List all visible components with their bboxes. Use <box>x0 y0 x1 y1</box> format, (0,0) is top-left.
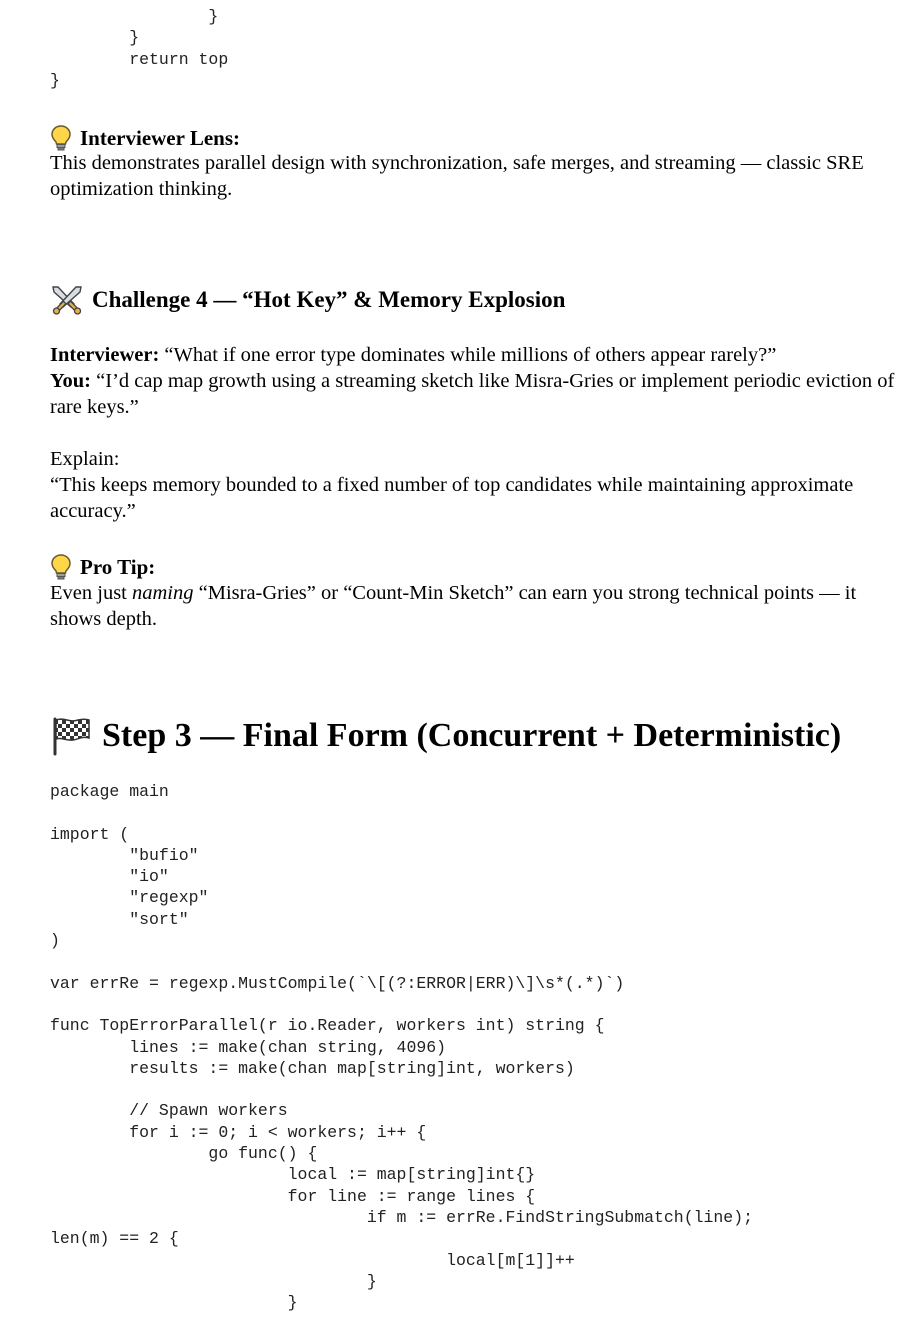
pro-tip-text-end: “Misra-Gries” or “Count-Min Sketch” can earn you strong technical points — it shows depth. <box>50 582 857 630</box>
pro-tip-emphasis: naming <box>132 582 194 604</box>
lightbulb-icon <box>50 553 72 581</box>
you-text: “I’d cap map growth using a streaming sketch like Misra-Gries or implement periodic eviction of rare keys.” <box>50 370 895 418</box>
crossed-swords-icon <box>50 285 84 315</box>
step3-heading <box>50 714 841 758</box>
challenge-title: Challenge 4 — “Hot Key” & Memory Explosion <box>92 287 566 312</box>
interviewer-question <box>50 342 900 368</box>
you-label: You: <box>50 370 92 392</box>
pro-tip-title: Pro Tip: <box>80 555 156 579</box>
code-block-top: } } return top } <box>50 7 229 90</box>
you-answer <box>50 368 900 420</box>
code-block-main: package main import ( "bufio" "io" "regexp" "sort" ) var errRe = regexp.MustCompile(`\[(?:ERROR|ERR)\]\s*(.*)`) func TopErrorParallel(r io.Reader, workers int) string { lines := make(chan string, 4096) results := make(chan map[string]int, workers) // Spawn workers for i := 0; i < workers; i++ { go func() { local := map[string]int{} for line := range lines { if m := errRe.FindStringSubmatch(line); len(m) == 2 { local[m[1]]++ } } <box>50 782 754 1313</box>
interviewer-lens-heading <box>50 123 240 153</box>
pro-tip-heading <box>50 552 155 582</box>
checkered-flag-icon <box>50 716 92 756</box>
explain-label: Explain: <box>50 448 120 470</box>
interviewer-label: Interviewer: <box>50 344 160 366</box>
interviewer-text: “What if one error type dominates while millions of others appear rarely?” <box>164 344 777 366</box>
interviewer-lens-title: Interviewer Lens: <box>80 126 240 150</box>
explain-text: “This keeps memory bounded to a fixed number of top candidates while maintaining approximate accuracy.” <box>50 474 854 522</box>
interviewer-lens-text: This demonstrates parallel design with synchronization, safe merges, and streaming — classic SRE optimization thinking. <box>50 152 864 200</box>
step3-title: Step 3 — Final Form (Concurrent + Deterministic) <box>102 717 842 754</box>
pro-tip-text-start: Even just <box>50 582 132 604</box>
pro-tip-text <box>50 580 900 632</box>
challenge-heading <box>50 285 565 315</box>
lightbulb-icon <box>50 124 72 152</box>
